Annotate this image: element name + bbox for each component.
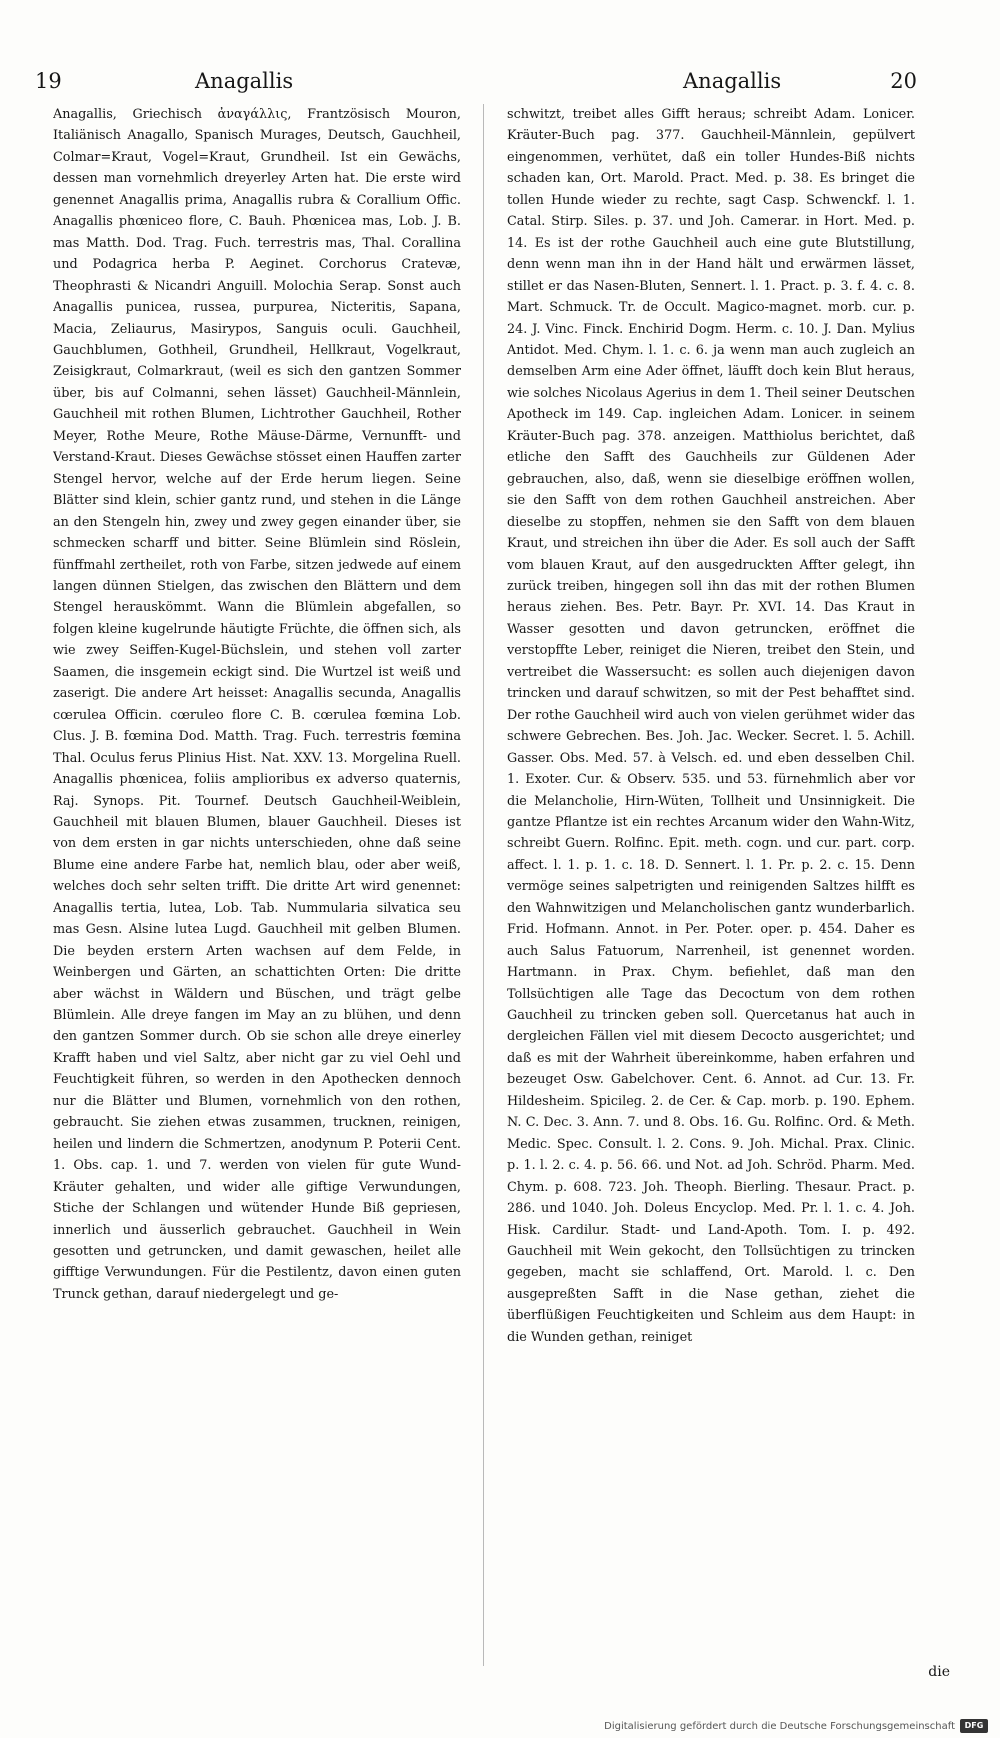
- digitization-footer: [604, 1717, 988, 1735]
- dfg-logo-icon: DFG: [960, 1719, 988, 1733]
- left-column-text: Anagallis, Griechisch ἀναγάλλις, Frantzösisch Mouron, Italiänisch Anagallo, Spanisch Murages, Deutsch, Gauchheil, Colmar=Kraut, Vogel=Kraut, Grundheil. Ist ein Gewächs, dessen man vornehmlich dreyerley Arten hat. Die erste wird genennet Anagallis prima, Anagallis rubra & Corallium Offic. Anagallis phœniceo flore, C. Bauh. Phœnicea mas, Lob. J. B. mas Matth. Dod. Trag. Fuch. terrestris mas, Thal. Corallina und Podagrica herba P. Aeginet. Corchorus Cratevæ, Theophrasti & Nicandri Anguill. Molochia Serap. Sonst auch Anagallis punicea, russea, purpurea, Nicteritis, Sapana, Macia, Zeliaurus, Masirypos, Sanguis oculi. Gauchheil, Gauchblumen, Gothheil, Grundheil, Hellkraut, Vogelkraut, Zeisigkraut, Colmarkraut, (weil es sich den gantzen Sommer über, bis auf Colmanni, sehen lässet) Gauchheil-Männlein, Gauchheil mit rothen Blumen, Lichtrother Gauchheil, Rother Meyer, Rothe Meure, Rothe Mäuse-Därme, Vernunfft- und Verstand-Kraut. Dieses Gewächse stösset einen Hauffen zarter Stengel hervor, welche auf der Erde herum liegen. Seine Blätter sind klein, schier gantz rund, und stehen in die Länge an den Stengeln hin, zwey und zwey gegen einander über, sie schmecken scharff und bitter. Seine Blümlein sind Röslein, fünffmahl zertheilet, roth von Farbe, sitzen jedwede auf einem langen dünnen Stielgen, das zwischen den Blättern und dem Stengel herauskömmt. Wann die Blümlein abgefallen, so folgen kleine kugelrunde häutigte Früchte, die öffnen sich, als wie zwey Seiffen-Kugel-Büchslein, und stehen voll zarter Saamen, die insgemein eckigt sind. Die Wurtzel ist weiß und zaserigt. Die andere Art heisset: Anagallis secunda, Anagallis cœrulea Officin. cœruleo flore C. B. cœrulea fœmina Lob. Clus. J. B. fœmina Dod. Matth. Trag. Fuch. terrestris fœmina Thal. Oculus ferus Plinius Hist. Nat. XXV. 13. Morgelina Ruell. Anagallis phœnicea, foliis amplioribus ex adverso quaternis, Raj. Synops. Pit. Tournef. Deutsch Gauchheil-Weiblein, Gauchheil mit blauen Blumen, blauer Gauchheil. Dieses ist von dem ersten in gar nichts unterschieden, ohne daß seine Blume eine andere Farbe hat, nemlich blau, oder aber weiß, welches doch sehr selten trifft. Die dritte Art wird genennet: Anagallis tertia, lutea, Lob. Tab. Nummularia silvatica seu mas Gesn. Alsine lutea Lugd. Gauchheil mit gelben Blumen. Die beyden erstern Arten wachsen auf dem Felde, in Weinbergen und Gärten, an schattichten Orten: Die dritte aber wächst in Wäldern und Büschen, und trägt gelbe Blümlein. Alle dreye fangen im May an zu blühen, und denn den gantzen Sommer durch. Ob sie schon alle dreye einerley Krafft haben und viel Saltz, aber nicht gar zu viel Oehl und Feuchtigkeit führen, so werden in den Apothecken dennoch nur die Blätter und Blumen, vornehmlich von den rothen, gebraucht. Sie ziehen etwas zusammen, trucknen, reinigen, heilen und lindern die Schmertzen, anodynum P. Poterii Cent. 1. Obs. cap. 1. und 7. werden von vielen für gute Wund-Kräuter gehalten, und wider alle giftige Verwundungen, Stiche der Schlangen und wütender Hunde Biß gepriesen, innerlich und äusserlich gebrauchet. Gauchheil in Wein gesotten und getruncken, und damit gewaschen, heilet alle gifftige Verwundungen. Für die Pestilentz, davon einen guten Trunck gethan, darauf niedergelegt und ge-: [53, 107, 461, 1302]
- catchword: die: [928, 1664, 950, 1680]
- column-divider: [483, 104, 484, 1666]
- left-page-number: 19: [35, 69, 62, 93]
- left-running-head: Anagallis: [195, 69, 294, 93]
- right-page-number: 20: [890, 69, 917, 93]
- right-column: [507, 104, 915, 1674]
- footer-credit: Digitalisierung gefördert durch die Deutsche Forschungsgemeinschaft: [604, 1720, 955, 1732]
- left-column: [53, 104, 461, 1674]
- running-header: [35, 68, 917, 102]
- right-column-text: schwitzt, treibet alles Gifft heraus; schreibt Adam. Lonicer. Kräuter-Buch pag. 377. Gauchheil-Männlein, gepülvert eingenommen, verhütet, daß ein toller Hundes-Biß nichts schaden kan, Ort. Marold. Pract. Med. p. 38. Es bringet die tollen Hunde wieder zu rechte, sagt Casp. Schwenckf. l. 1. Catal. Stirp. Siles. p. 37. und Joh. Camerar. in Hort. Med. p. 14. Es ist der rothe Gauchheil auch eine gute Blutstillung, denn wenn man ihn in der Hand hält und erwärmen lässet, stillet er das Nasen-Bluten, Sennert. l. 1. Pract. p. 3. f. 4. c. 8. Mart. Schmuck. Tr. de Occult. Magico-magnet. morb. cur. p. 24. J. Vinc. Finck. Enchirid Dogm. Herm. c. 10. J. Dan. Mylius Antidot. Med. Chym. l. 1. c. 6. ja wenn man auch zugleich an demselben Arm eine Ader öffnet, läufft doch kein Blut heraus, wie solches Nicolaus Agerius in dem 1. Theil seiner Deutschen Apotheck im 149. Cap. ingleichen Adam. Lonicer. in seinem Kräuter-Buch pag. 378. anzeigen. Matthiolus berichtet, daß etliche den Safft des Gauchheils zur Güldenen Ader gebrauchen, also, daß, wenn sie dieselbige eröffnen wollen, sie den Safft von dem rothen Gauchheil anstreichen. Aber dieselbe zu stopffen, nehmen sie den Safft von dem blauen Kraut, und streichen ihn über die Ader. Es soll auch der Safft vom blauen Kraut, auf den ausgedruckten Affter gelegt, ihn zurück treiben, hingegen soll ihn das mit der rothen Blumen heraus ziehen. Bes. Petr. Bayr. Pr. XVI. 14. Das Kraut in Wasser gesotten und davon getruncken, eröffnet die verstopffte Leber, reiniget die Nieren, treibet den Stein, und vertreibet die Wassersucht: es sollen auch diejenigen davon trincken und darauf schwitzen, so mit der Pest behafftet sind. Der rothe Gauchheil wird auch von vielen gerühmet wider das schwere Gebrechen. Bes. Joh. Jac. Wecker. Secret. l. 5. Achill. Gasser. Obs. Med. 57. à Velsch. ed. und eben desselben Chil. 1. Exoter. Cur. & Observ. 535. und 53. fürnehmlich aber vor die Melancholie, Hirn-Wüten, Tollheit und Unsinnigkeit. Die gantze Pflantze ist ein rechtes Arcanum wider den Wahn-Witz, schreibt Guern. Rolfinc. Epit. meth. cogn. und cur. part. corp. affect. l. 1. p. 1. c. 18. D. Sennert. l. 1. Pr. p. 2. c. 15. Denn vermöge seines salpetrigten und reinigenden Saltzes hilfft es den Wahnwitzigen und Melancholischen gantz wunderbarlich. Frid. Hofmann. Annot. in Per. Poter. oper. p. 454. Daher es auch Salus Fatuorum, Narrenheil, ist genennet worden. Hartmann. in Prax. Chym. befiehlet, daß man den Tollsüchtigen alle Tage das Decoctum von dem rothen Gauchheil zu trincken geben soll. Quercetanus hat auch in dergleichen Fällen viel mit diesem Decocto ausgerichtet; und daß es mit der Wahrheit übereinkomme, haben erfahren und bezeuget Osw. Gabelchover. Cent. 6. Annot. ad Cur. 13. Fr. Hildesheim. Spicileg. 2. de Cer. & Cap. morb. p. 190. Ephem. N. C. Dec. 3. Ann. 7. und 8. Obs. 16. Gu. Rolfinc. Ord. & Meth. Medic. Spec. Consult. l. 2. Cons. 9. Joh. Michal. Prax. Clinic. p. 1. l. 2. c. 4. p. 56. 66. und Not. ad Joh. Schröd. Pharm. Med. Chym. p. 608. 723. Joh. Theoph. Bierling. Thesaur. Pract. p. 286. und 1040. Joh. Doleus Encyclop. Med. Pr. l. 1. c. 4. Joh. Hisk. Cardilur. Stadt- und Land-Apoth. Tom. I. p. 492. Gauchheil mit Wein gekocht, den Tollsüchtigen zu trincken gegeben, macht sie schlaffend, Ort. Marold. l. c. Den ausgepreßten Safft in die Nase gethan, ziehet die überflüßigen Feuchtigkeiten und Schleim aus dem Haupt: in die Wunden gethan, reiniget: [507, 107, 915, 1345]
- right-running-head: Anagallis: [683, 69, 782, 93]
